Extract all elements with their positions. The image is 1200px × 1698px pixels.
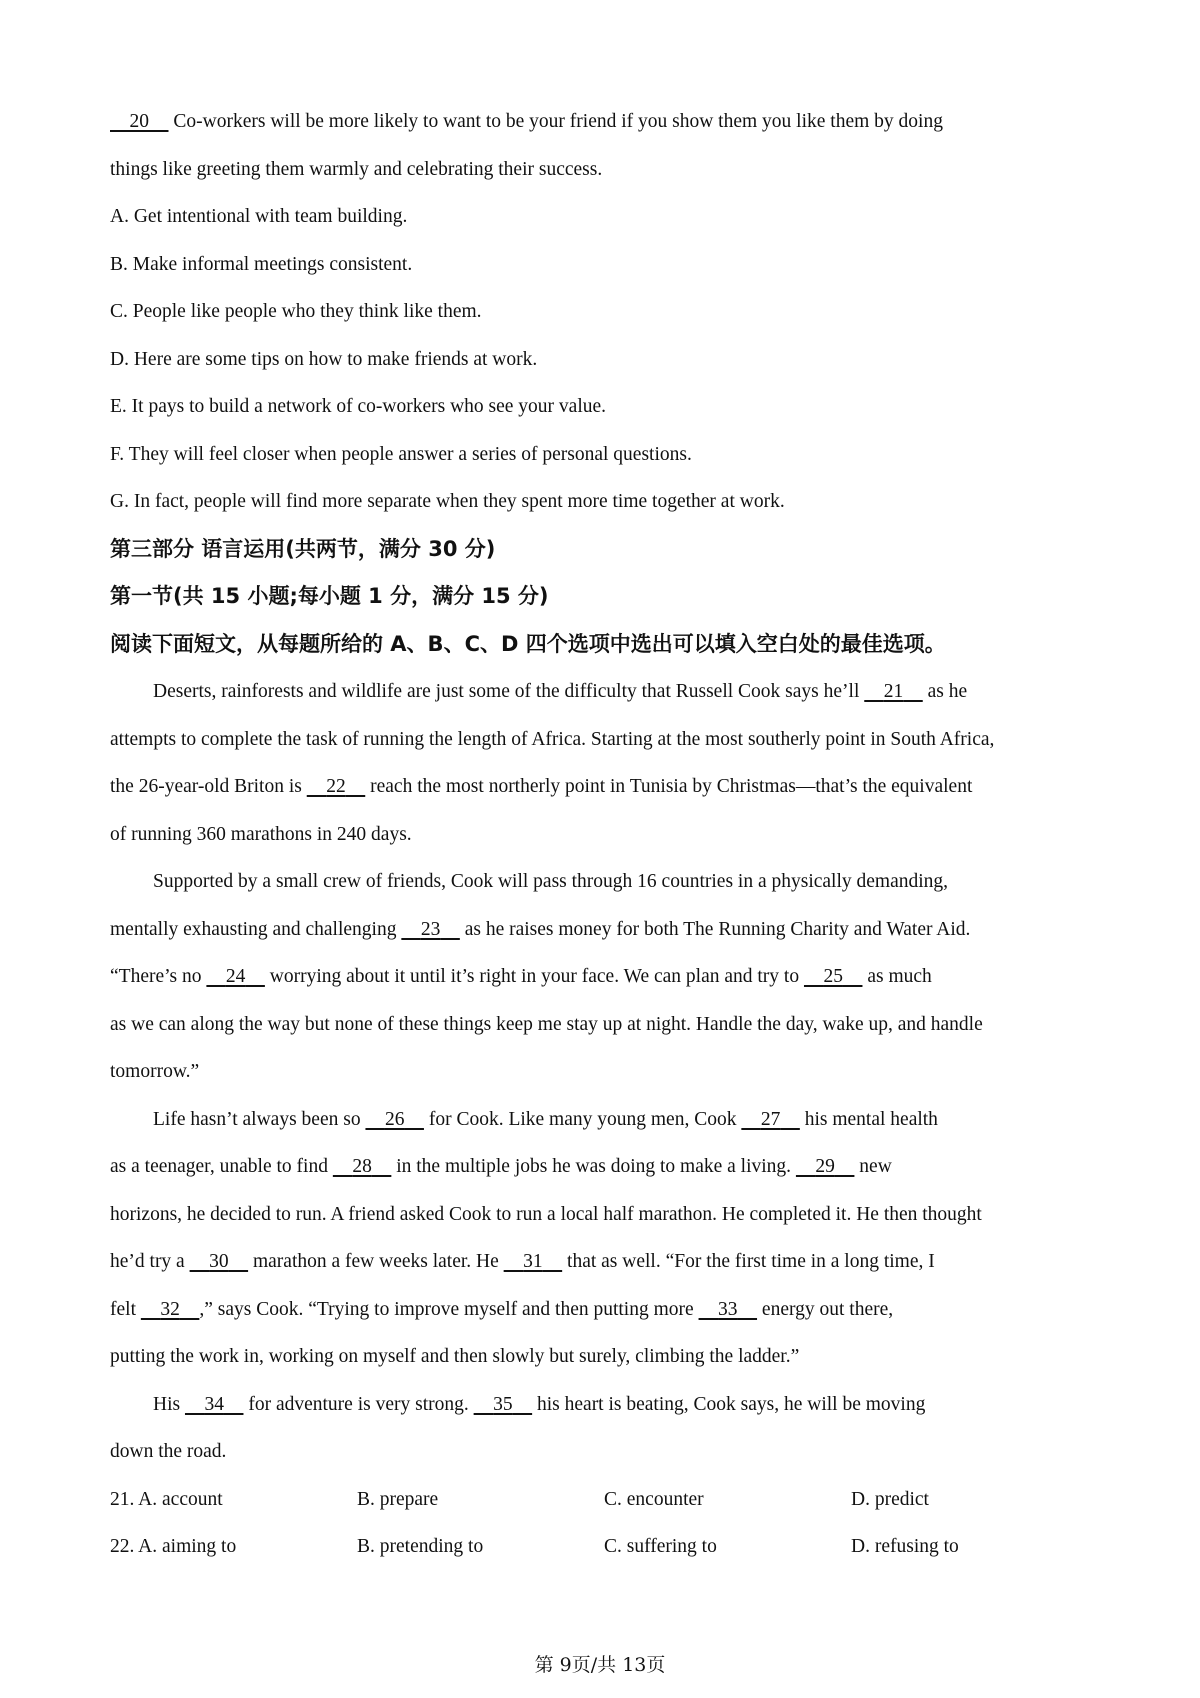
passage-line: putting the work in, working on myself and then slowly but surely, climbing the ladder.”: [110, 1346, 800, 1367]
option-c: C. People like people who they think like them.: [110, 301, 482, 322]
q20-text: Co-workers will be more likely to want to be your friend if you show them you like them by doing: [173, 111, 943, 132]
passage-line: mentally exhausting and challenging 23 as he raises money for both The Running Charity and Water Aid.: [110, 906, 1100, 954]
passage-line: Life hasn’t always been so 26 for Cook. Like many young men, Cook 27 his mental health: [110, 1096, 1100, 1144]
question-21: [110, 1476, 1100, 1524]
answer-blank: 23: [420, 918, 441, 940]
passage-line: as a teenager, unable to find 28 in the multiple jobs he was doing to make a living. 29 new: [110, 1143, 1100, 1191]
option-g: G. In fact, people will find more separate when they spent more time together at work.: [110, 491, 785, 512]
choice-c: C. encounter: [604, 1488, 704, 1510]
passage-line: tomorrow.”: [110, 1061, 200, 1082]
passage-line: horizons, he decided to run. A friend asked Cook to run a local half marathon. He completed it. He then thought: [110, 1203, 982, 1225]
passage-line: as we can along the way but none of these things keep me stay up at night. Handle the day, wake up, and handle: [110, 1013, 983, 1035]
passage-line: down the road.: [110, 1441, 227, 1462]
answer-blank: 30: [209, 1251, 229, 1272]
answer-blank: 35: [493, 1393, 513, 1415]
answer-blank: 22: [326, 776, 346, 797]
choice-b: B. pretending to: [357, 1536, 484, 1557]
option-a: A. Get intentional with team building.: [110, 206, 408, 227]
answer-blank: 33: [718, 1298, 738, 1320]
choice-a: 21. A. account: [110, 1488, 223, 1510]
choice-d: D. predict: [851, 1488, 929, 1510]
choice-b: B. prepare: [357, 1488, 439, 1510]
answer-blank: 25: [823, 966, 843, 987]
page-footer: 第 9页/共 13页: [534, 1654, 666, 1676]
passage-line: His 34 for adventure is very strong. 35 his heart is beating, Cook says, he will be moving: [110, 1381, 1100, 1429]
answer-blank: 21: [883, 681, 904, 702]
question-22: [110, 1523, 1100, 1571]
section-sub-heading: 第一节(共 15 小题;每小题 1 分，满分 15 分): [110, 584, 549, 608]
option-b: B. Make informal meetings consistent.: [110, 253, 413, 275]
q20-line-2: things like greeting them warmly and celebrating their success.: [110, 158, 603, 180]
passage-line: the 26-year-old Briton is 22 reach the most northerly point in Tunisia by Christmas—that’s the equivalent: [110, 763, 1100, 811]
choice-d: D. refusing to: [851, 1536, 959, 1557]
option-f: F. They will feel closer when people answer a series of personal questions.: [110, 443, 692, 465]
answer-blank: 26: [384, 1108, 405, 1130]
answer-blank: 28: [352, 1156, 372, 1177]
passage-line: Deserts, rainforests and wildlife are just some of the difficulty that Russell Cook says he’ll 21 as he: [110, 668, 1100, 716]
passage-line: attempts to complete the task of running the length of Africa. Starting at the most southerly point in South Africa,: [110, 728, 995, 750]
answer-blank: 20: [129, 111, 149, 132]
answer-blank: 32: [160, 1298, 180, 1320]
passage-line: he’d try a 30 marathon a few weeks later. He 31 that as well. “For the first time in a long time, I: [110, 1238, 1100, 1286]
section-instruction: 阅读下面短文，从每题所给的 A、B、C、D 四个选项中选出可以填入空白处的最佳选项。: [110, 631, 946, 656]
section-part-heading: 第三部分 语言运用(共两节，满分 30 分): [110, 536, 496, 561]
answer-blank: 29: [815, 1156, 835, 1177]
choice-a: 22. A. aiming to: [110, 1536, 237, 1557]
answer-blank: 34: [204, 1393, 224, 1415]
answer-blank: 31: [523, 1251, 543, 1272]
q20-line-1: [110, 98, 1100, 146]
answer-blank: 24: [225, 966, 246, 987]
page-content: [110, 98, 1100, 1571]
passage-line: felt 32 ,” says Cook. “Trying to improve myself and then putting more 33 energy out there,: [110, 1286, 1100, 1334]
choice-c: C. suffering to: [604, 1536, 717, 1557]
option-d: D. Here are some tips on how to make friends at work.: [110, 348, 538, 370]
passage-line: Supported by a small crew of friends, Cook will pass through 16 countries in a physically demanding,: [153, 871, 949, 892]
passage-line: “There’s no 24 worrying about it until it’s right in your face. We can plan and try to 25 as much: [110, 953, 1100, 1001]
passage-line: of running 360 marathons in 240 days.: [110, 823, 412, 845]
answer-blank: 27: [760, 1108, 781, 1130]
option-e: E. It pays to build a network of co-workers who see your value.: [110, 396, 607, 417]
